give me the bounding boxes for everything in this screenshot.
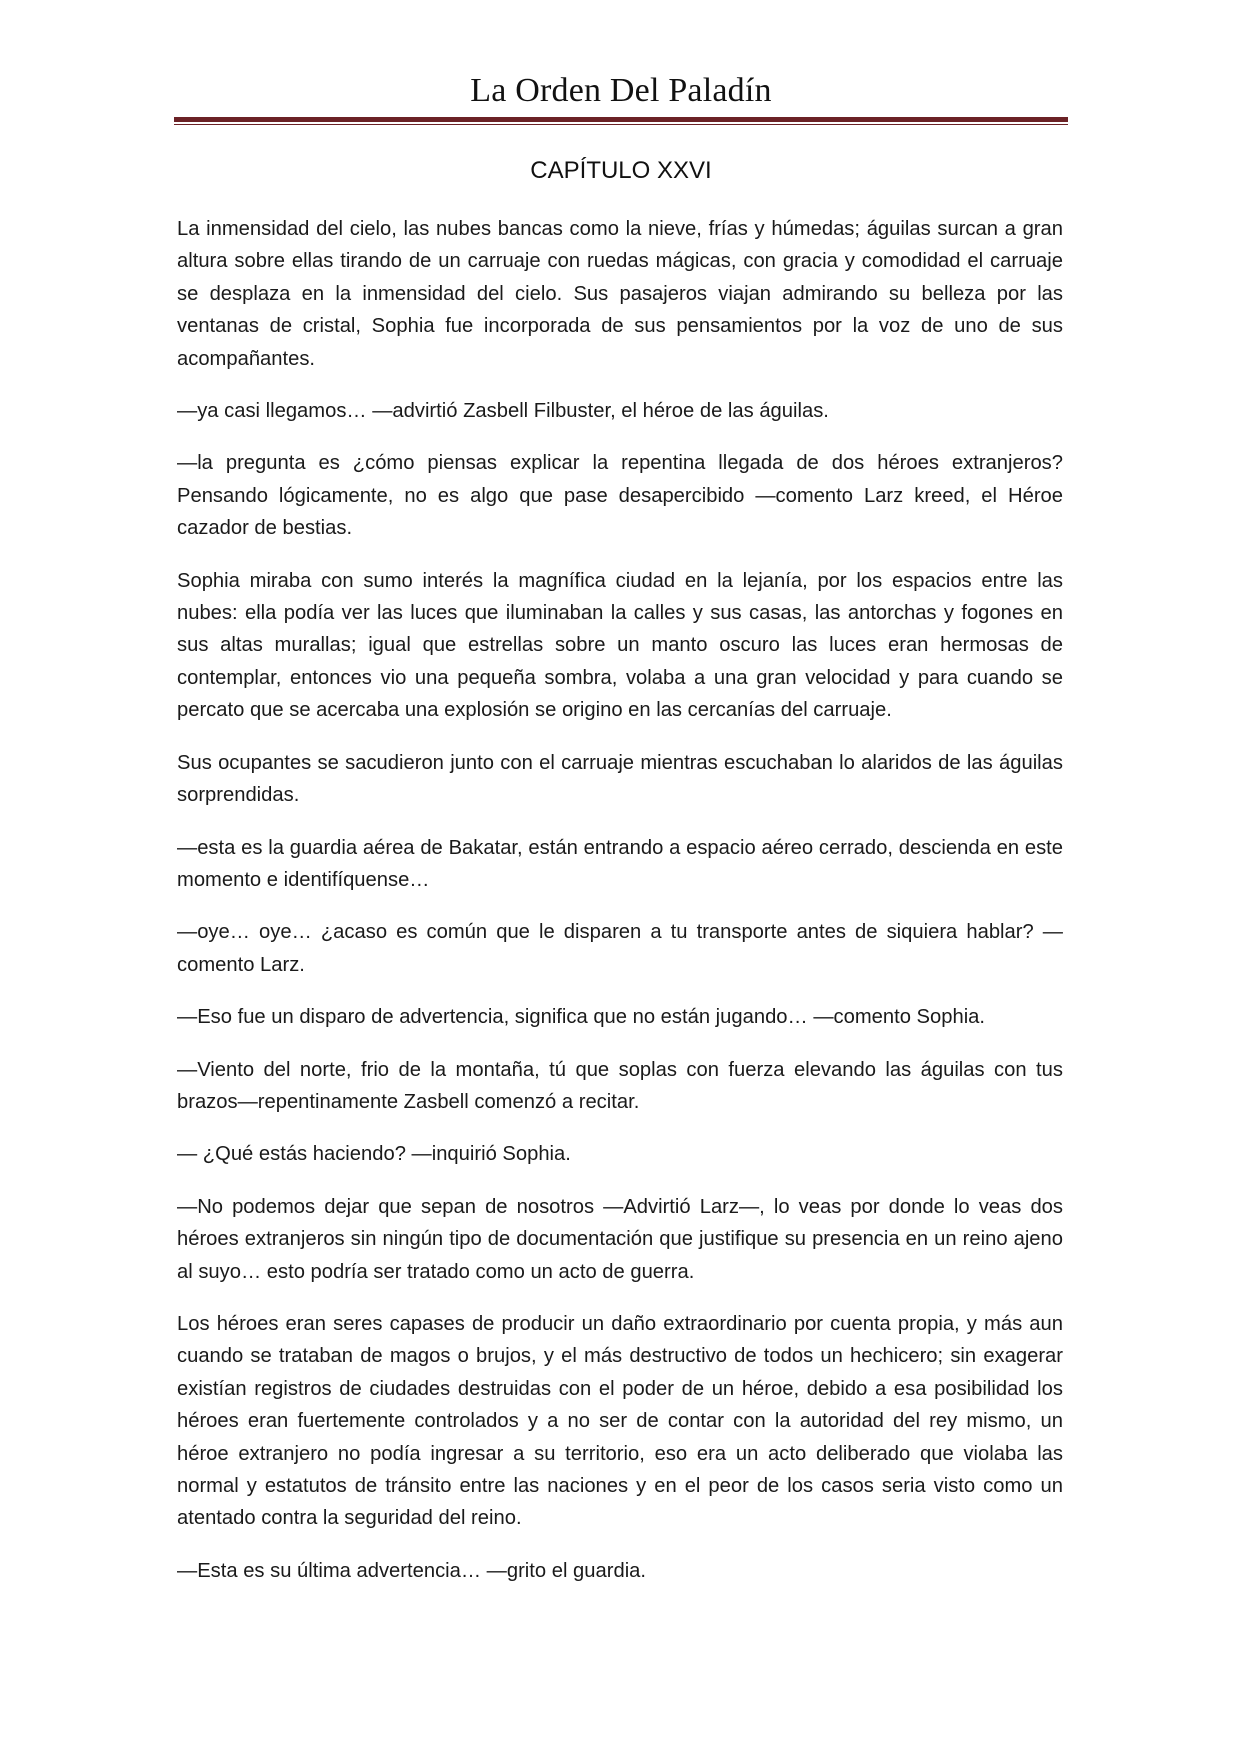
chapter-body [177,213,1063,1607]
header-rule-thin [174,124,1068,125]
paragraph: —Viento del norte, frio de la montaña, tú que soplas con fuerza elevando las águilas con tus brazos—repentinamente Zasbell comenzó a recitar. [177,1058,1063,1113]
paragraph: —Esta es su última advertencia… —grito el guardia. [177,1559,647,1582]
paragraph: —No podemos dejar que sepan de nosotros —Advirtió Larz—, lo veas por donde lo veas dos héroes extranjeros sin ningún tipo de documentación que justifique su presencia en un reino ajeno al suyo… esto podría ser tratado como un acto de guerra. [177,1195,1063,1283]
paragraph: —Eso fue un disparo de advertencia, significa que no están jugando… —comento Sophia. [177,1006,986,1029]
paragraph: —ya casi llegamos… —advirtió Zasbell Filbuster, el héroe de las águilas. [177,400,829,423]
paragraph: —oye… oye… ¿acaso es común que le disparen a tu transporte antes de siquiera hablar? —comento Larz. [177,921,1063,976]
paragraph: —esta es la guardia aérea de Bakatar, están entrando a espacio aéreo cerrado, descienda en este momento e identifíquense… [177,836,1063,891]
paragraph: Sus ocupantes se sacudieron junto con el carruaje mientras escuchaban lo alaridos de las águilas sorprendidas. [177,751,1063,807]
paragraph: Sophia miraba con sumo interés la magnífica ciudad en la lejanía, por los espacios entre las nubes: ella podía ver las luces que iluminaban la calles y sus casas, las antorchas y fogones en sus altas murallas; igual que estrellas sobre un manto oscuro las luces eran hermosas de contemplar, entonces vio una pequeña sombra, volaba a una gran velocidad y para cuando se percato que se acercaba una explosión se origino en las cercanías del carruaje. [177,569,1063,722]
paragraph: — ¿Qué estás haciendo? —inquirió Sophia. [177,1143,571,1166]
book-title: La Orden Del Paladín [470,72,772,109]
chapter-title: CAPÍTULO XXVI [530,157,712,184]
paragraph: —la pregunta es ¿cómo piensas explicar la repentina llegada de dos héroes extranjeros? Pensando lógicamente, no es algo que pase desapercibido —comento Larz kreed, el Héroe cazador de bestias. [177,452,1063,540]
paragraph: La inmensidad del cielo, las nubes bancas como la nieve, frías y húmedas; águilas surcan a gran altura sobre ellas tirando de un carruaje con ruedas mágicas, con gracia y comodidad el carruaje se desplaza en la inmensidad del cielo. Sus pasajeros viajan admirando su belleza por las ventanas de cristal, Sophia fue incorporada de sus pensamientos por la voz de uno de sus acompañantes. [177,218,1063,370]
header-rule-thick [174,117,1068,122]
paragraph: Los héroes eran seres capases de producir un daño extraordinario por cuenta propia, y más aun cuando se trataban de magos o brujos, y el más destructivo de todos un hechicero; sin exagerar existían registros de ciudades destruidas con el poder de un héroe, debido a esa posibilidad los héroes eran fuertemente controlados y a no ser de contar con la autoridad del rey mismo, un héroe extranjero no podía ingresar a su territorio, eso era un acto deliberado que violaba las normal y estatutos de tránsito entre las naciones y en el peor de los casos seria visto como un atentado contra la seguridad del reino. [177,1312,1063,1530]
